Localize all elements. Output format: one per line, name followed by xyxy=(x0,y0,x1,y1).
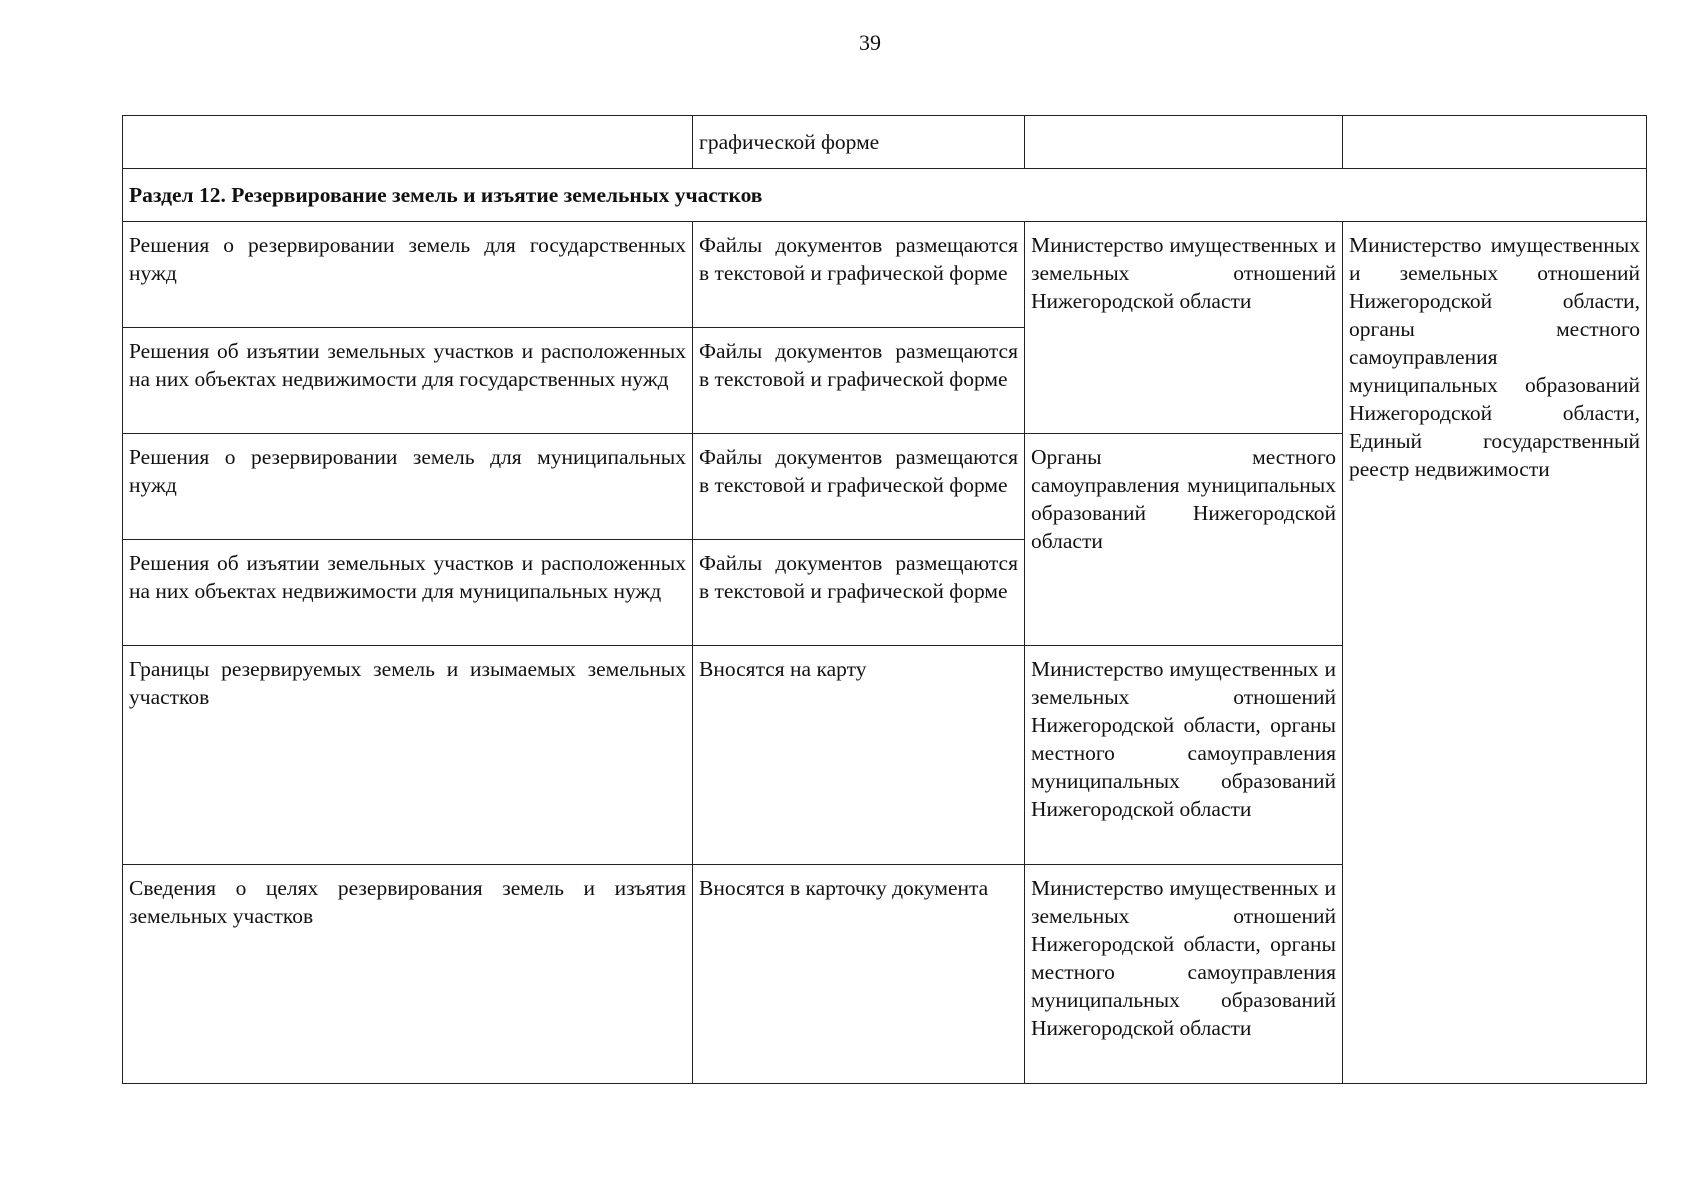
format-cell: Файлы документов размещаются в текстовой и графической форме xyxy=(693,540,1025,646)
table-cell xyxy=(123,116,693,169)
provider-cell: Органы местного самоуправления муниципальных образований Нижегородской области xyxy=(1025,434,1343,646)
info-cell: Решения об изъятии земельных участков и расположенных на них объектах недвижимости для муниципальных нужд xyxy=(123,540,693,646)
info-cell: Решения о резервировании земель для муниципальных нужд xyxy=(123,434,693,540)
provider-cell: Министерство имущественных и земельных отношений Нижегородской области, органы местного самоуправления муниципальных образований Нижегородской области xyxy=(1025,865,1343,1084)
sources-cell: Министерство имущественных и земельных отношений Нижегородской области, органы местного самоуправления муниципальных образований Нижегородской области, Единый государственный реестр недвижимости xyxy=(1343,222,1647,1084)
section-title: Раздел 12. Резервирование земель и изъятие земельных участков xyxy=(123,169,1647,222)
page-number: 39 xyxy=(859,30,881,55)
table-cell xyxy=(1343,116,1647,169)
format-cell: Файлы документов размещаются в текстовой и графической форме xyxy=(693,328,1025,434)
table-cell xyxy=(1025,116,1343,169)
table-cell: графической форме xyxy=(693,116,1025,169)
provider-cell: Министерство имущественных и земельных отношений Нижегородской области, органы местного самоуправления муниципальных образований Нижегородской области xyxy=(1025,646,1343,865)
info-cell: Сведения о целях резервирования земель и изъятия земельных участков xyxy=(123,865,693,1084)
info-cell: Решения о резервировании земель для государственных нужд xyxy=(123,222,693,328)
section-header-row xyxy=(123,169,1647,222)
table-row xyxy=(123,116,1647,169)
document-table xyxy=(122,115,1647,1084)
format-cell: Файлы документов размещаются в текстовой и графической форме xyxy=(693,222,1025,328)
format-cell: Вносятся на карту xyxy=(693,646,1025,865)
format-cell: Вносятся в карточку документа xyxy=(693,865,1025,1084)
provider-cell: Министерство имущественных и земельных отношений Нижегородской области xyxy=(1025,222,1343,434)
table-row xyxy=(123,222,1647,328)
info-cell: Границы резервируемых земель и изымаемых земельных участков xyxy=(123,646,693,865)
format-cell: Файлы документов размещаются в текстовой и графической форме xyxy=(693,434,1025,540)
info-cell: Решения об изъятии земельных участков и расположенных на них объектах недвижимости для государственных нужд xyxy=(123,328,693,434)
